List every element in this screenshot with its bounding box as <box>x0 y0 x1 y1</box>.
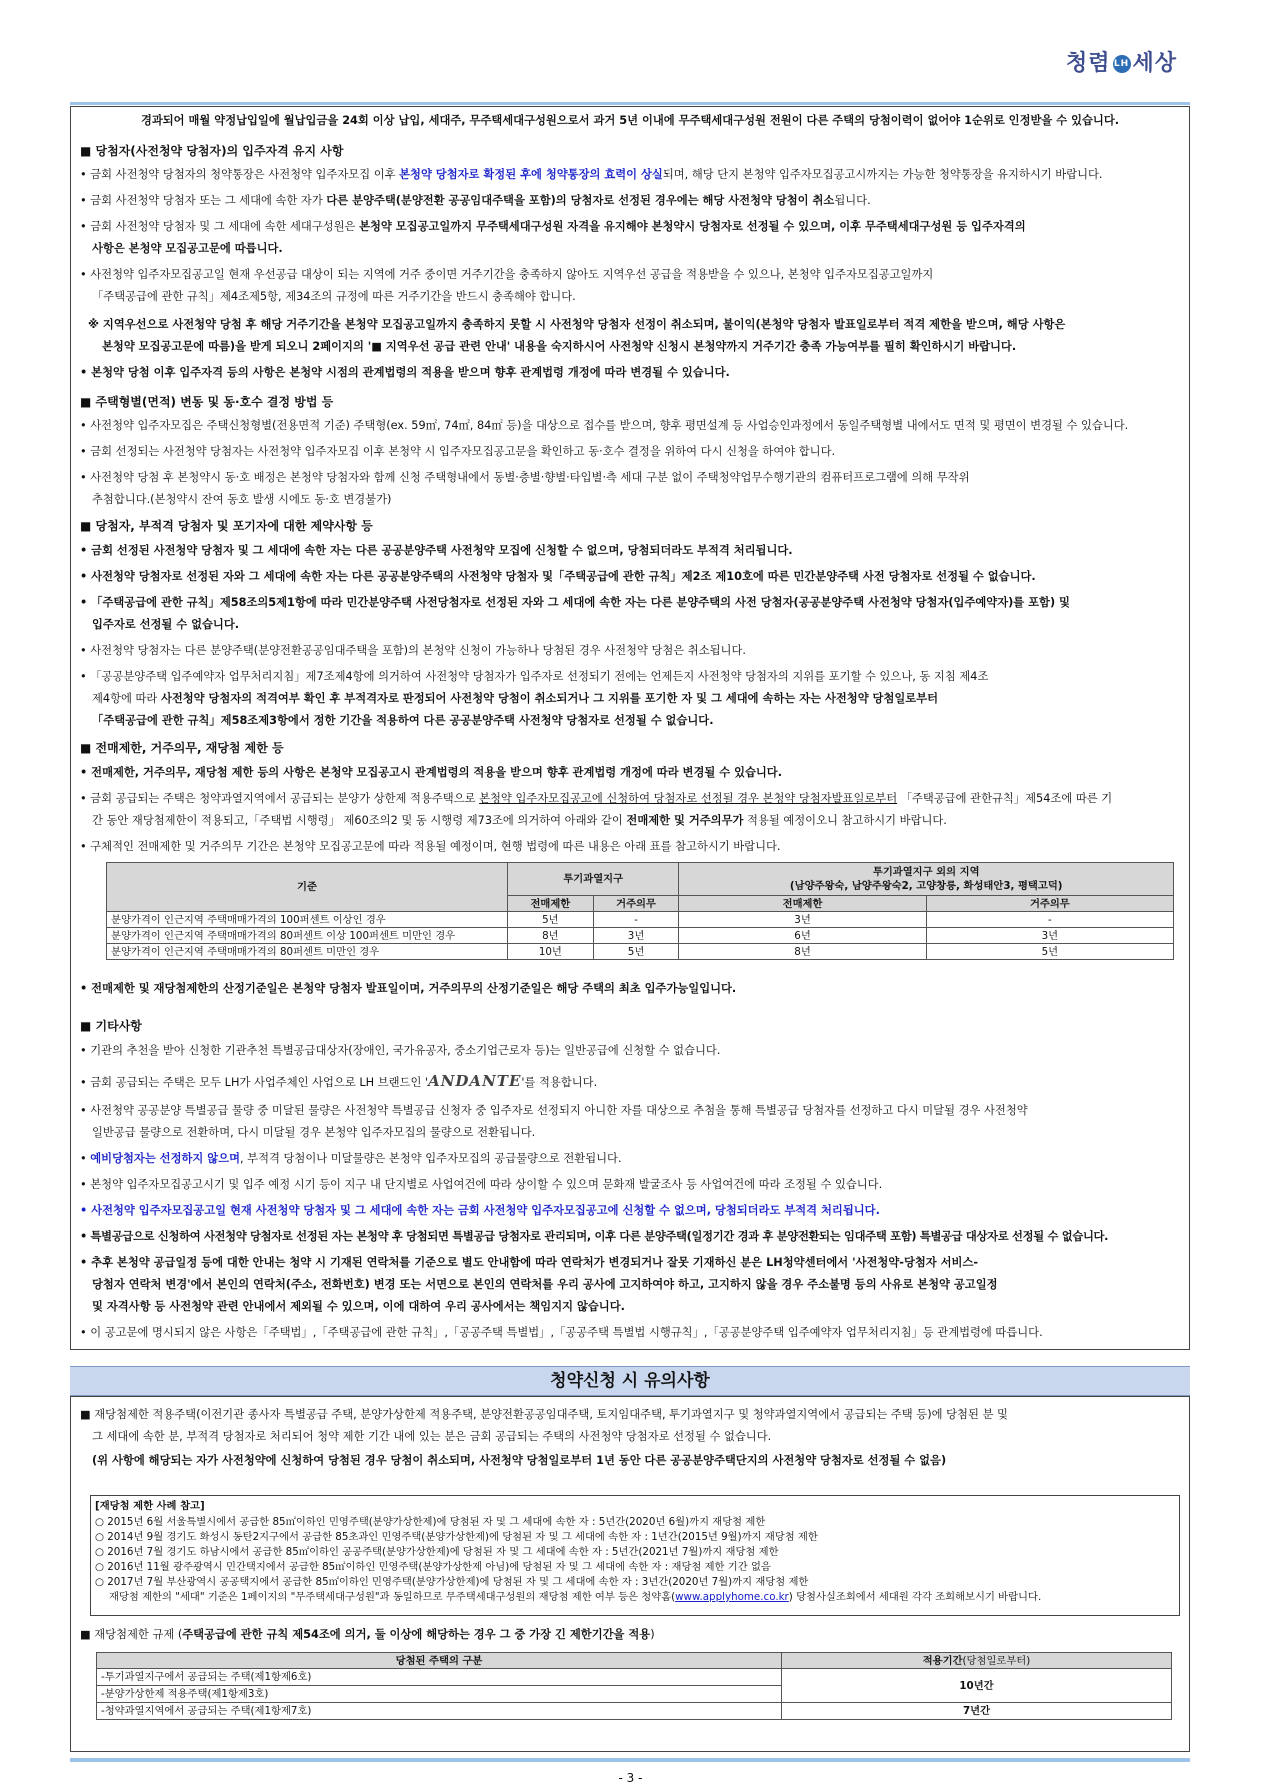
s1-note-cont: 본청약 모집공고문에 따름)을 받게 되오니 2페이지의 '■ 지역우선 공급 관련 안내' 내용을 숙지하시어 사전청약 신청시 본청약까지 거주기간 충족 가능여부를 필히 확인하시기 바랍니다. <box>102 340 1017 353</box>
s2-p3-cont: 추첨합니다.(본청약시 잔여 동호 발생 시에도 동·호 변경불가) <box>92 493 392 506</box>
table-row: 분양가격이 인근지역 주택매매가격의 80퍼센트 미만인 경우 10년 5년 8년 5년 <box>107 944 1174 960</box>
th-group2: 투기과열지구 외의 지역 (남양주왕숙, 남양주왕숙2, 고양창릉, 화성태안3, 평택고덕) <box>679 863 1174 896</box>
s3-p3-cont: 입주자로 선정될 수 없습니다. <box>92 618 240 631</box>
s5-p3: • 사전청약 공공분양 특별공급 물량 중 미달된 물량은 사전청약 특별공급 신청자 중 입주자로 선정되지 아니한 자를 대상으로 추첨을 통해 특별공급 당첨자를 선정하고 다시 미달될 경우 사전청약 <box>80 1104 1028 1117</box>
table-row: 분양가격이 인근지역 주택매매가격의 100퍼센트 이상인 경우 5년 - 3년 - <box>107 912 1174 928</box>
s4-p1: • 전매제한, 거주의무, 재당첨 제한 등의 사항은 본청약 모집공고시 관계법령의 적용을 받으며 향후 관계법령 개정에 따라 변경될 수 있습니다. <box>80 766 783 779</box>
s3-p5-cont2: 「주택공급에 관한 규칙」제58조제3항에서 정한 기간을 적용하여 다른 공공분양주택 사전청약 당첨자로 선정될 수 없습니다. <box>92 714 714 727</box>
page-number: - 3 - <box>618 1771 643 1785</box>
s5-p8: • 추후 본청약 공급일정 등에 대한 안내는 청약 시 기재된 연락처를 기준으로 별도 안내함에 따라 연락처가 변경되거나 잘못 기재하신 분은 LH청약센터에서 '사전청약-당첨자 서비스- <box>80 1256 979 1269</box>
th-period: 적용기간(당첨일로부터) <box>782 1653 1172 1669</box>
s5-p9: • 이 공고문에 명시되지 않은 사항은「주택법」,「주택공급에 관한 규칙」,「공공주택 특별법」,「공공주택 특별법 시행규칙」,「공공분양주택 입주예약자 업무처리지침」등 관계법령에 따릅니다. <box>80 1326 1043 1339</box>
s2-p3: • 사전청약 당첨 후 본청약시 동·호 배정은 본청약 당첨자와 함께 신청 주택형내에서 동별·층별·향별·타입별·측 세대 구분 없이 주택청약업무수행기관의 컴퓨터프로그램에 의해 무작위 <box>80 471 970 484</box>
table-row: -투기과열지구에서 공급되는 주택(제1항제6호) 10년간 <box>97 1669 1172 1686</box>
reference-line: ○ 2017년 7월 부산광역시 공공택지에서 공급한 85㎡이하인 민영주택(분양가상한제)에 당첨된 자 및 그 세대에 속한 자 : 3년간(2020년 7월)까지 재당첨 제한 <box>95 1576 809 1588</box>
s1-p1: • 금회 사전청약 당첨자의 청약통장은 사전청약 입주자모집 이후 본청약 당첨자로 확정된 후에 청약통장의 효력이 상실되며, 해당 단지 본청약 입주자모집공고시까지는 가능한 청약통장을 유지하시기 바랍니다. <box>80 168 1103 181</box>
th-house-type: 당첨된 주택의 구분 <box>97 1653 782 1669</box>
s1-p6: • 본청약 당첨 이후 입주자격 등의 사항은 본청약 시점의 관계법령의 적용을 받으며 향후 관계법령 개정에 따라 변경될 수 있습니다. <box>80 366 730 379</box>
s1-p4: • 사전청약 입주자모집공고일 현재 우선공급 대상이 되는 지역에 거주 중이면 거주기간을 충족하지 않아도 지역우선 공급을 적용받을 수 있으나, 본청약 입주자모집공고일까지 <box>80 268 934 281</box>
th-group1: 투기과열지구 <box>508 863 679 896</box>
section-title-eligibility: ■ 당첨자(사전청약 당첨자)의 입주자격 유지 사항 <box>80 144 344 158</box>
s1-p2: • 금회 사전청약 당첨자 또는 그 세대에 속한 자가 다른 분양주택(분양전환 공공임대주택을 포함)의 당첨자로 선정된 경우에는 해당 사전청약 당첨이 취소됩니다. <box>80 194 871 207</box>
s2-p1: • 사전청약 입주자모집은 주택신청형별(전용면적 기준) 주택형(ex. 59㎡, 74㎡, 84㎡ 등)을 대상으로 접수를 받으며, 향후 평면설계 등 사업승인과정에서 동일주택형별 내에서도 면적 및 평면이 변경될 수 있습니다. <box>80 419 1129 432</box>
table-row: 분양가격이 인근지역 주택매매가격의 80퍼센트 이상 100퍼센트 미만인 경우 8년 3년 6년 3년 <box>107 928 1174 944</box>
reference-line: ○ 2016년 7월 경기도 하남시에서 공급한 85㎡이하인 공공주택(분양가상한제)에 당첨된 자 및 그 세대에 속한 자 : 5년간(2021년 7월)까지 재당첨 제한 <box>95 1546 779 1558</box>
section-title-cautions: 청약신청 시 유의사항 <box>550 1371 710 1391</box>
s1-p4-cont: 「주택공급에 관한 규칙」제4조제5항, 제34조의 규정에 따른 거주기간을 반드시 충족해야 합니다. <box>92 290 576 303</box>
s3-p3: • 「주택공급에 관한 규칙」제58조의5제1항에 따라 민간분양주택 사전당첨자로 선정된 자와 그 세대에 속한 자는 다른 분양주택의 사전 당첨자(공공분양주택 사전청약 당첨자(입주예약자)를 포함) 및 <box>80 596 1070 609</box>
reference-line: ○ 2015년 6월 서울특별시에서 공급한 85㎡이하인 민영주택(분양가상한제)에 당첨된 자 및 그 세대에 속한 자 : 5년간(2020년 6월)까지 재당첨 제한 <box>95 1516 766 1528</box>
reference-note: 재당첨 제한의 "세대" 기준은 1페이지의 "무주택세대구성원"과 동일하므로 무주택세대구성원의 재당첨 제한 여부 등은 청약홈(www.applyhome.co.kr) 당첨사실조회에서 세대원 각각 조회해보시기 바랍니다. <box>109 1591 1042 1603</box>
section-title-resale: ■ 전매제한, 거주의무, 재당첨 제한 등 <box>80 741 284 755</box>
section-title-misc: ■ 기타사항 <box>80 1019 142 1033</box>
intro-line: 경과되어 매월 약정납입일에 월납입금을 24회 이상 납입, 세대주, 무주택세대구성원으로서 과거 5년 이내에 무주택세대구성원 전원이 다른 주택의 당첨이력이 없어야 1순위로 인정받을 수 있습니다. <box>140 114 1120 127</box>
th-resale-1: 전매제한 <box>508 896 594 912</box>
table-row: -청약과열지역에서 공급되는 주택(제1항제7호) 7년간 <box>97 1703 1172 1720</box>
s3-p1: • 금회 선정된 사전청약 당첨자 및 그 세대에 속한 자는 다른 공공분양주택 사전청약 모집에 신청할 수 없으며, 당첨되더라도 부적격 처리됩니다. <box>80 544 793 557</box>
s5-p4: • 예비당첨자는 선정하지 않으며, 부적격 당첨이나 미달물량은 본청약 입주자모집의 공급물량으로 전환됩니다. <box>80 1152 622 1165</box>
s5-p1: • 기관의 추천을 받아 신청한 기관추천 특별공급대상자(장애인, 국가유공자, 중소기업근로자 등)는 일반공급에 신청할 수 없습니다. <box>80 1044 721 1057</box>
th-criteria: 기준 <box>107 863 508 912</box>
s5-p5: • 본청약 입주자모집공고시기 및 입주 예정 시기 등이 지구 내 단지별로 사업여건에 따라 상이할 수 있으며 문화재 발굴조사 등 사업여건에 따라 조정될 수 있습니다. <box>80 1178 883 1191</box>
n2: ■ 재당첨제한 규제 (주택공급에 관한 규칙 제54조에 의거, 둘 이상에 해당하는 경우 그 중 가장 긴 제한기간을 적용) <box>80 1628 655 1641</box>
s5-p2: • 금회 공급되는 주택은 모두 LH가 사업주체인 사업으로 LH 브랜드인 'ANDANTE'를 적용합니다. <box>80 1072 598 1090</box>
s3-p5-cont: 제4항에 따라 사전청약 당첨자의 적격여부 확인 후 부적격자로 판정되어 사전청약 당첨이 취소되거나 그 지위를 포기한 자 및 그 세대에 속하는 자는 사전청약 당첨일로부터 <box>92 692 939 705</box>
s4-p2: • 금회 공급되는 주택은 청약과열지역에서 공급되는 분양가 상한제 적용주택으로 본청약 입주자모집공고에 신청하여 당첨자로 선정될 경우 본청약 당첨자발표일로부터 「주택공급에 관한규칙」제54조에 따른 기 <box>80 792 1113 805</box>
s3-p5: • 「공공분양주택 입주예약자 업무처리지침」제7조제4항에 의거하여 사전청약 당첨자가 입주자로 선정되기 전에는 언제든지 사전청약 당첨자의 지위를 포기할 수 있으나, 동 지침 제4조 <box>80 670 989 683</box>
section-title-housing-type: ■ 주택형별(면적) 변동 및 동·호수 결정 방법 등 <box>80 395 334 409</box>
logo-part-a: 청렴 <box>1066 51 1111 76</box>
th-residence-1: 거주의무 <box>593 896 679 912</box>
reference-title: [재당첨 제한 사례 참고] <box>95 1500 205 1512</box>
bottom-divider <box>70 1758 1190 1762</box>
n1-c: (위 사항에 해당되는 자가 사전청약에 신청하여 당첨된 경우 당첨이 취소되며, 사전청약 당첨일로부터 1년 동안 다른 공공분양주택단지의 사전청약 당첨자로 선정될 수 없음) <box>92 1454 947 1467</box>
reference-line: ○ 2016년 11월 광주광역시 민간택지에서 공급한 85㎡이하인 민영주택(분양가상한제 아님)에 당첨된 자 및 그 세대에 속한 자 : 재당첨 제한 기간 없음 <box>95 1561 771 1573</box>
s4-p4: • 전매제한 및 재당첨제한의 산정기준일은 본청약 당첨자 발표일이며, 거주의무의 산정기준일은 해당 주택의 최초 입주가능일입니다. <box>80 982 737 995</box>
s1-p3: • 금회 사전청약 당첨자 및 그 세대에 속한 세대구성원은 본청약 모집공고일까지 무주택세대구성원 자격을 유지해야 본청약시 당첨자로 선정될 수 있으며, 이후 무주택세대구성원 등 입주자격의 <box>80 220 1026 233</box>
cheongryeom-logo <box>1066 46 1177 77</box>
s4-p3: • 구체적인 전매제한 및 거주의무 기간은 본청약 모집공고문에 따라 적용될 예정이며, 현행 법령에 따른 내용은 아래 표를 참고하시기 바랍니다. <box>80 840 781 853</box>
n1-a: ■ 재당첨제한 적용주택(이전기관 종사자 특별공급 주택, 분양가상한제 적용주택, 분양전환공공임대주택, 토지임대주택, 투기과열지구 및 청약과열지역에서 공급되는 주택 등)에 당첨된 분 및 <box>80 1408 1008 1421</box>
reference-line: ○ 2014년 9월 경기도 화성시 동탄2지구에서 공급한 85초과인 민영주택(분양가상한제)에 당첨된 자 및 그 세대에 속한 자 : 1년간(2015년 9월)까지 재당첨 제한 <box>95 1531 818 1543</box>
table-row: -분양가상한제 적용주택(제1항제3호) <box>97 1686 1172 1703</box>
s3-p2: • 사전청약 당첨자로 선정된 자와 그 세대에 속한 자는 다른 공공분양주택의 사전청약 당첨자 및「주택공급에 관한 규칙」제2조 제10호에 따른 민간분양주택 사전 당첨자로 선정될 수 없습니다. <box>80 570 1036 583</box>
s1-note: ※ 지역우선으로 사전청약 당첨 후 해당 거주기간을 본청약 모집공고일까지 충족하지 못할 시 사전청약 당첨자 선정이 취소되며, 불이익(본청약 당첨자 발표일로부터 적격 제한을 받으며, 해당 사항은 <box>88 318 1066 331</box>
resale-table <box>106 862 1174 960</box>
th-resale-2: 전매제한 <box>679 896 926 912</box>
logo-part-b: 세상 <box>1132 51 1178 76</box>
th-residence-2: 거주의무 <box>926 896 1173 912</box>
s2-p2: • 금회 선정되는 사전청약 당첨자는 사전청약 입주자모집 이후 본청약 시 입주자모집공고문을 확인하고 동·호수 결정을 위하여 다시 신청을 하여야 합니다. <box>80 445 836 458</box>
s1-p3-cont: 사항은 본청약 모집공고문에 따릅니다. <box>92 242 283 255</box>
s3-p4: • 사전청약 당첨자는 다른 분양주택(분양전환공공임대주택을 포함)의 본청약 신청이 가능하나 당첨된 경우 사전청약 당첨은 취소됩니다. <box>80 644 746 657</box>
lh-logo-icon: LH <box>1113 55 1131 73</box>
n1-b: 그 세대에 속한 분, 부적격 당첨자로 처리되어 청약 제한 기간 내에 있는 분은 금회 공급되는 주택의 사전청약 당첨자로 선정될 수 없습니다. <box>92 1430 772 1443</box>
s5-p8-cont2: 및 자격사항 등 사전청약 관련 안내에서 제외될 수 있으며, 이에 대하여 우리 공사에서는 책임지지 않습니다. <box>92 1300 625 1313</box>
s5-p6: • 사전청약 입주자모집공고일 현재 사전청약 당첨자 및 그 세대에 속한 자는 금회 사전청약 입주자모집공고에 신청할 수 없으며, 당첨되더라도 부적격 처리됩니다. <box>80 1204 880 1217</box>
s5-p3-cont: 일반공급 물량으로 전환하며, 다시 미달될 경우 본청약 입주자모집의 물량으로 전환됩니다. <box>92 1126 536 1139</box>
applyhome-link[interactable]: www.applyhome.co.kr <box>675 1591 789 1603</box>
s4-p2-cont: 간 동안 재당첨제한이 적용되고,「주택법 시행령」 제60조의2 및 동 시행령 제73조에 의거하여 아래와 같이 전매제한 및 거주의무가 적용될 예정이오니 참고하시기 바랍니다. <box>92 814 947 827</box>
section-title-restrictions: ■ 당첨자, 부적격 당첨자 및 포기자에 대한 제약사항 등 <box>80 519 373 533</box>
s5-p8-cont: 당첨자 연락처 변경'에서 본인의 연락처(주소, 전화번호) 변경 또는 서면으로 본인의 연락처를 우리 공사에 고지하여야 하고, 고지하지 않을 경우 주소불명 등의 사유로 본청약 공고일정 <box>92 1278 998 1291</box>
s5-p7: • 특별공급으로 신청하여 사전청약 당첨자로 선정된 자는 본청약 후 당첨되면 특별공급 당첨자로 관리되며, 이후 다른 분양주택(일정기간 경과 후 분양전환되는 임대주택 포함) 특별공급 대상자로 선정될 수 없습니다. <box>80 1230 1109 1243</box>
rewin-table <box>96 1652 1172 1720</box>
andante-brand-logo: ANDANTE <box>428 1072 522 1090</box>
top-divider <box>70 102 1190 105</box>
